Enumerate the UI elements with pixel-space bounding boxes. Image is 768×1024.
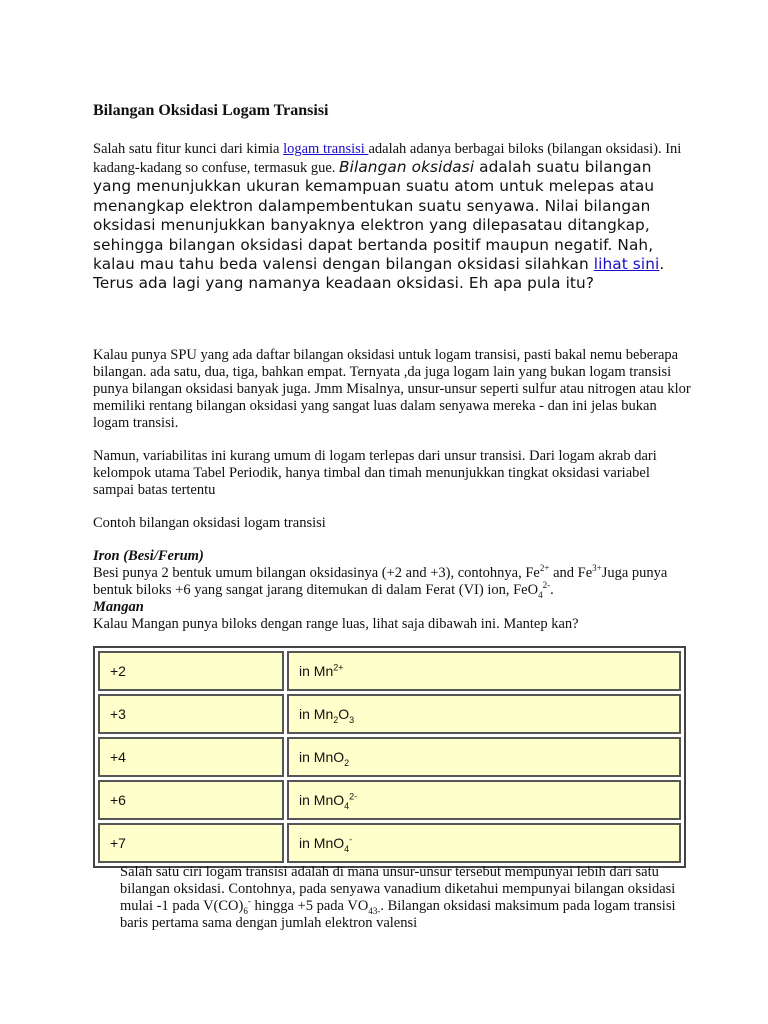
footer-text-mid: hingga +5 pada VO <box>250 898 369 914</box>
iron-text-mid: Juga punya bentuk biloks +6 yang sangat jarang ditemukan di dalam Ferat (VI) ion, FeO <box>93 565 668 598</box>
intro-paragraph <box>93 140 693 294</box>
intro-closing-text: . Terus ada lagi yang namanya keadaan oksidasi. Eh apa pula itu? <box>93 255 665 293</box>
page-title: Bilangan Oksidasi Logam Transisi <box>93 102 329 119</box>
mangan-text: Kalau Mangan punya biloks dengan range luas, lihat saja dibawah ini. Mantep kan? <box>93 616 579 632</box>
paragraph-contoh: Contoh bilangan oksidasi logam transisi <box>93 515 326 531</box>
compound-sub: 2 <box>333 714 339 725</box>
compound-pre: in Mn <box>299 706 334 722</box>
fe2-charge: 2+ <box>539 563 550 574</box>
intro-definition-text: adalah suatu bilangan yang menunjukkan ukuran kemampuan suatu atom untuk melepas atau menangkap elektron dalampembentukan suatu senyawa. Nilai bilangan oksidasi menunjukkan banyaknya elektron yang dilepasatau ditangkap, sehingga bilangan oksidasi dapat bertanda positif maupun negatif. Nah, kalau mau tahu beda valensi dengan bilangan oksidasi silahkan <box>93 158 655 274</box>
compound-cell <box>287 737 681 777</box>
table-row <box>98 823 681 863</box>
iron-and: and Fe <box>549 565 593 581</box>
bilangan-oksidasi-term: Bilangan oksidasi <box>339 158 475 176</box>
paragraph-variabilitas: Namun, variabilitas ini kurang umum di logam terlepas dari unsur transisi. Dari logam akrab dari kelompok utama Tabel Periodik, hanya timbal dan timah menunjukkan tingkat oksidasi variabel sampai batas tertentu <box>93 448 657 498</box>
footer-text-start: Salah satu ciri logam transisi adalah di mana unsur-unsur tersebut mempunyai lebih dari satu bilangan oksidasi. Contohnya, pada senyawa vanadium diketahui mempunyai bilangan oksidasi mulai -1 pada V(CO) <box>120 864 676 914</box>
table-row <box>98 651 681 691</box>
feo4-subscript: 4 <box>538 589 543 600</box>
intro-serif-text-2: adalah adanya berbagai biloks (bilangan oksidasi). Ini kadang-kadang so confuse, termasuk gue. <box>93 141 682 176</box>
compound-sup: 2- <box>349 791 358 802</box>
lihat-sini-link[interactable]: lihat sini <box>593 255 660 274</box>
iron-text-start: Besi punya 2 bentuk umum bilangan oksidasinya (+2 and +3), contohnya, Fe <box>93 565 540 581</box>
oxidation-state-cell: +6 <box>98 780 284 820</box>
paragraph-spu: Kalau punya SPU yang ada daftar bilangan oksidasi untuk logam transisi, pasti bakal nemu beberapa bilangan. ada satu, dua, tiga, bahkan empat. Ternyata ,da juga logam lain yang bukan logam transisi punya bilangan oksidasi banyak juga. Jmm Misalnya, unsur-unsur seperti sulfur atau nitrogen atau klor memiliki rentang bilangan oksidasi yang sangat luas dalam senyawa mereka - dan ini jelas bukan logam transisi. <box>93 347 691 431</box>
compound-pre: in MnO <box>299 792 345 808</box>
footer-paragraph <box>120 864 680 932</box>
oxidation-state-cell: +3 <box>98 694 284 734</box>
mangan-oxidation-table <box>93 646 686 868</box>
iron-section <box>93 548 693 633</box>
fe3-charge: 3+ <box>592 563 602 574</box>
oxidation-state-cell: +4 <box>98 737 284 777</box>
iron-text <box>93 565 693 599</box>
compound-sup: 2+ <box>333 662 344 673</box>
compound-cell <box>287 651 681 691</box>
iron-heading: Iron (Besi/Ferum) <box>93 548 204 564</box>
compound-sub: 4 <box>344 800 350 811</box>
compound-cell <box>287 780 681 820</box>
oxidation-state-cell: +7 <box>98 823 284 863</box>
compound-pre: in MnO <box>299 835 345 851</box>
compound-pre: in Mn <box>299 663 334 679</box>
compound-pre: in MnO <box>299 749 345 765</box>
iron-text-end: . <box>550 582 554 598</box>
footer-text-end: . Bilangan oksidasi maksimum pada logam transisi baris pertama sama dengan jumlah elektron valensi <box>120 898 676 931</box>
compound-sub: 4 <box>344 843 350 854</box>
mangan-heading: Mangan <box>93 599 144 615</box>
compound-mid: O <box>338 706 350 722</box>
compound-sup: - <box>349 834 353 845</box>
vco6-subscript: 6 <box>243 905 248 916</box>
compound-sub2: 3 <box>349 714 355 725</box>
intro-serif-text: Salah satu fitur kunci dari kimia <box>93 141 284 157</box>
vo4-subscript: 43- <box>368 905 381 916</box>
compound-cell <box>287 823 681 863</box>
table-row <box>98 737 681 777</box>
logam-transisi-link[interactable]: logam transisi <box>283 141 369 157</box>
feo4-charge: 2- <box>542 580 551 591</box>
table-row <box>98 694 681 734</box>
vco6-charge: - <box>247 896 251 907</box>
oxidation-state-cell: +2 <box>98 651 284 691</box>
compound-sub: 2 <box>344 757 350 768</box>
compound-cell <box>287 694 681 734</box>
table-row <box>98 780 681 820</box>
